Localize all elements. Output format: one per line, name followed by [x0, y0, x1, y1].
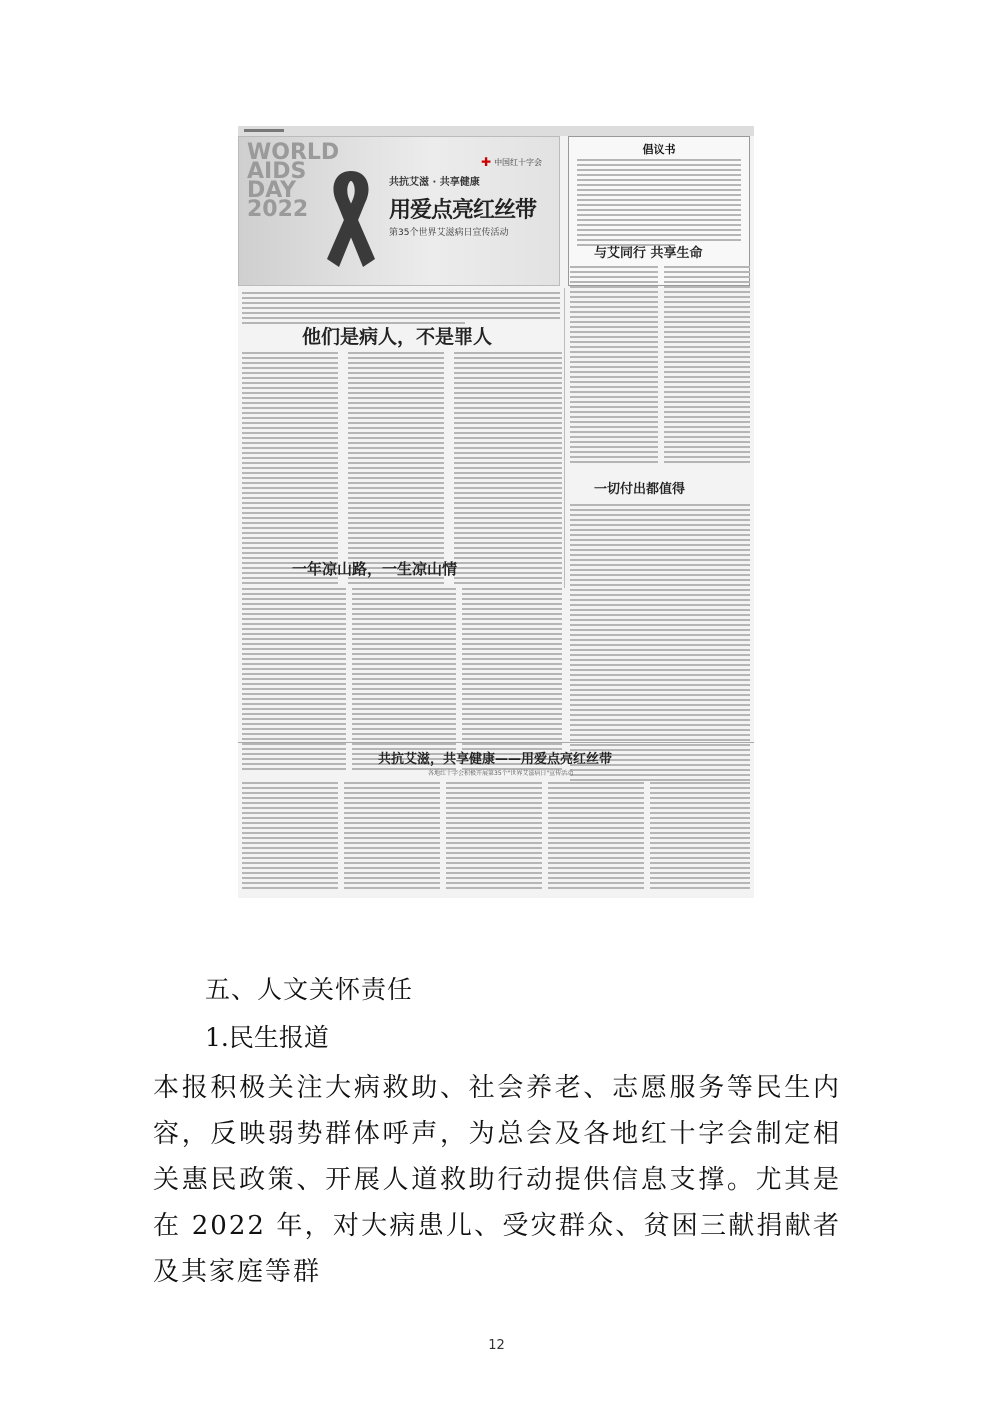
banner-subtitle: 第35个世界艾滋病日宣传活动 — [389, 228, 509, 238]
page-number: 12 — [488, 1338, 505, 1353]
subsection-heading: 1.民生报道 — [205, 1023, 329, 1052]
headline-campaign: 共抗艾滋，共享健康——用爱点亮红丝带 — [378, 752, 613, 767]
col-10 — [242, 782, 338, 892]
col-8 — [352, 588, 456, 773]
org-name: 中国红十字会 — [494, 157, 543, 167]
masthead-strip — [238, 126, 754, 136]
subhead-campaign: 各地红十字会积极开展第35个"世界艾滋病日"宣传活动 — [428, 770, 574, 777]
red-ribbon-icon — [315, 167, 387, 277]
col-3 — [454, 352, 562, 587]
col-5 — [664, 266, 750, 466]
col-1 — [242, 352, 338, 587]
banner-main-title: 用爱点亮红丝带 — [389, 198, 537, 223]
world-aids-day-banner — [238, 136, 560, 286]
col-11 — [344, 782, 440, 892]
col-7 — [242, 588, 346, 773]
col-13 — [548, 782, 644, 892]
section-heading: 五、人文关怀责任 — [205, 975, 414, 1004]
col-4 — [570, 266, 658, 466]
proposal-title: 倡议书 — [642, 143, 676, 156]
red-cross-icon: ✚ — [481, 155, 492, 169]
headline-together: 与艾同行 共享生命 — [594, 246, 703, 261]
headline-liangshan: 一年凉山路，一生凉山情 — [292, 560, 458, 578]
banner-kicker: 共抗艾滋 · 共享健康 — [389, 177, 480, 188]
headline-patients: 他们是病人，不是罪人 — [302, 326, 493, 348]
red-cross-logo — [481, 155, 542, 169]
proposal-box — [568, 136, 750, 286]
col-12 — [446, 782, 542, 892]
proposal-text — [577, 159, 741, 249]
body-paragraph: 本报积极关注大病救助、社会养老、志愿服务等民生内容，反映弱势群体呼声，为总会及各地红十字会制定相关惠民政策、开展人道救助行动提供信息支撑。尤其是在 2022 年，对大病患儿、受灾群众、贫困三献捐献者及其家庭等群 — [153, 1073, 841, 1287]
col-9 — [462, 588, 562, 773]
col-2 — [348, 352, 444, 587]
world-aids-day-text: WORLD AIDS DAY 2022 — [247, 140, 340, 222]
newspaper-clipping — [238, 126, 754, 898]
col-14 — [650, 782, 750, 892]
headline-worth-it: 一切付出都值得 — [594, 482, 686, 497]
